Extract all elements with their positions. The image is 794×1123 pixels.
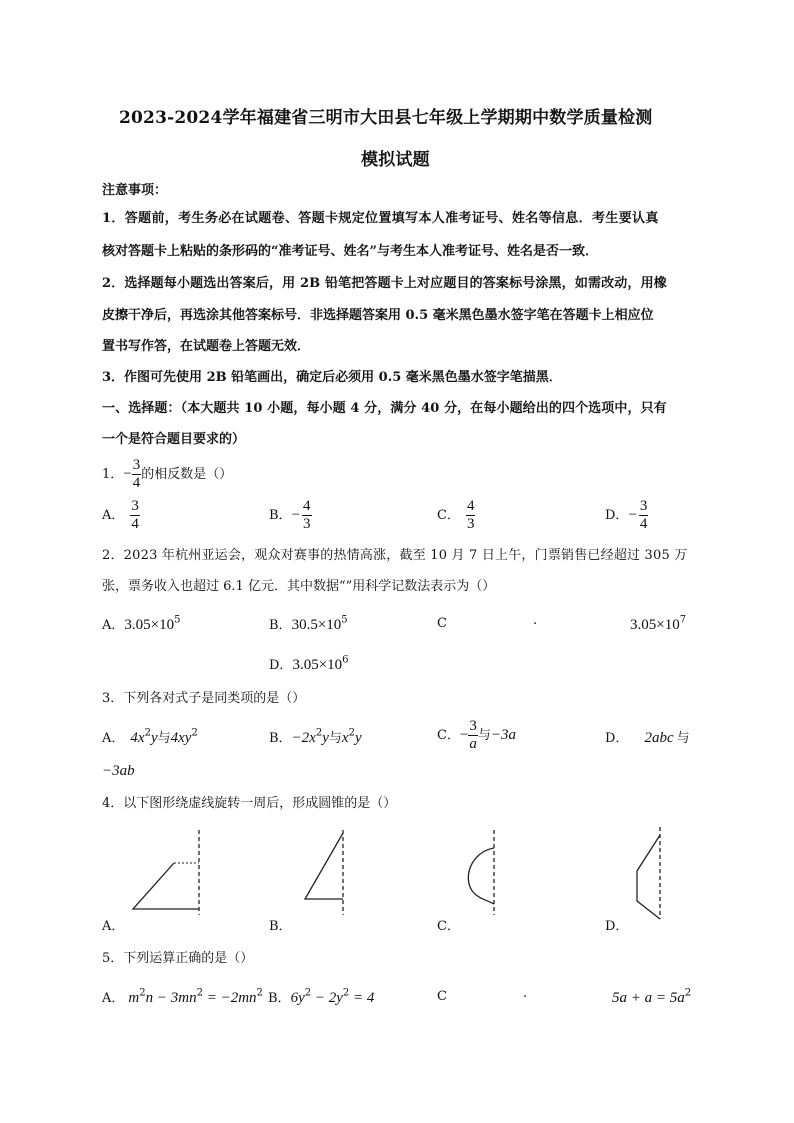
notice-item3: 3．作图可先使用 2B 铅笔画出，确定后必须用 0.5 毫米黑色墨水签字笔描黑． bbox=[102, 370, 562, 385]
q5-option-a[interactable]: A． $m^2n - 3mn^2 = -2mn^2$ bbox=[102, 987, 263, 1006]
q3-option-b[interactable]: B．$-2x^2y$与$x^2y$ bbox=[269, 727, 362, 746]
notice-item2-line2: 皮擦干净后，再选涂其他答案标号．非选择题答案用 0.5 毫米黑色墨水签字笔在答题卡上相应位 bbox=[102, 308, 654, 323]
q5-option-b[interactable]: B．$6y^2 - 2y^2 = 4$ bbox=[268, 987, 375, 1006]
notice-item2-line3: 置书写作答，在试题卷上答题无效． bbox=[102, 339, 311, 354]
q4-stem: 4．以下图形绕虚线旋转一周后，形成圆锥的是（） bbox=[102, 796, 397, 811]
q2-option-a[interactable]: A．$3.05\times 10^5$ bbox=[102, 614, 181, 633]
q1-option-c[interactable]: C． $\frac{4}{3}$ bbox=[437, 498, 475, 532]
q1-option-b[interactable]: B． − $\frac{4}{3}$ bbox=[269, 498, 311, 532]
q1-stem bbox=[102, 458, 232, 491]
notice-heading: 注意事项： bbox=[102, 183, 168, 198]
page-title-line1: 2023-2024学年福建省三明市大田县七年级上学期期中数学质量检测 bbox=[119, 108, 653, 128]
notice-item1-line2: 核对答题卡上粘贴的条形码的“准考证号、姓名”与考生本人准考证号、姓名是否一致． bbox=[102, 244, 598, 259]
notice-item2-line1: 2．选择题每小题选出答案后，用 2B 铅笔把答题卡上对应题目的答案标号涂黑，如需改动，用橡 bbox=[102, 276, 667, 291]
q1-sign: − bbox=[123, 466, 132, 482]
q1-option-a[interactable]: A． $\frac{3}{4}$ bbox=[102, 498, 139, 532]
section1-heading-line2: 一个是符合题目要求的） bbox=[102, 432, 246, 447]
q4-option-d-label[interactable]: D． bbox=[605, 919, 629, 934]
q3-option-d[interactable]: D． 2abc 与 bbox=[605, 730, 690, 746]
q4-figure-d bbox=[634, 827, 694, 922]
q2-option-c-value[interactable]: $3.05\times 10^7$ bbox=[630, 614, 687, 633]
q2-option-b[interactable]: B．$30.5\times 10^5$ bbox=[269, 614, 348, 633]
q2-stem-line1: 2．2023 年杭州亚运会，观众对赛事的热情高涨，截至 10 月 7 日上午，门票销售已经超过 305 万 bbox=[102, 548, 688, 563]
q4-figure-a bbox=[132, 830, 212, 920]
q2-stem-line2: 张，票务收入也超过 6.1 亿元．其中数据“”用科学记数法表示为（） bbox=[102, 579, 496, 594]
q1-fraction: $\frac{3}{4}$ bbox=[132, 457, 141, 491]
q5-option-c-value[interactable]: $5a + a = 5a^2$ bbox=[612, 987, 692, 1006]
q3-option-a[interactable]: A． $4x^2y$与$4xy^2$ bbox=[102, 727, 198, 746]
q2-option-c-dot: . bbox=[533, 613, 538, 628]
section1-heading-line1: 一、选择题：（本大题共 10 小题，每小题 4 分，满分 40 分，在每小题给出的四个选项中，只有 bbox=[102, 401, 667, 416]
notice-item1-line1: 1．答题前，考生务必在试题卷、答题卡规定位置填写本人准考证号、姓名等信息．考生要认真 bbox=[102, 211, 659, 226]
q3-stem: 3．下列各对式子是同类项的是（） bbox=[102, 691, 306, 706]
q2-option-c-label[interactable]: C bbox=[437, 616, 447, 631]
q4-option-b-label[interactable]: B． bbox=[269, 919, 292, 934]
q5-option-c-label[interactable]: C bbox=[437, 989, 447, 1004]
q5-option-c-dot: . bbox=[523, 986, 528, 1001]
q4-figure-b bbox=[303, 830, 363, 920]
q1-number: 1． bbox=[102, 467, 124, 482]
q3-option-d-continued: −3ab bbox=[102, 763, 135, 779]
q5-stem: 5．下列运算正确的是（） bbox=[102, 951, 254, 966]
q4-figure-c bbox=[465, 830, 525, 920]
q3-option-c[interactable]: C． − $\frac{3}{a}$ 与 −3a bbox=[437, 718, 517, 752]
q1-option-d[interactable]: D． − $\frac{3}{4}$ bbox=[605, 498, 648, 532]
q2-option-d[interactable]: D．$3.05\times 10^6$ bbox=[269, 654, 349, 673]
q4-option-c-label[interactable]: C． bbox=[437, 919, 460, 934]
page-title-line2: 模拟试题 bbox=[361, 150, 430, 170]
q4-option-a-label[interactable]: A． bbox=[102, 919, 125, 934]
q1-stem-text: 的相反数是（） bbox=[141, 467, 233, 482]
